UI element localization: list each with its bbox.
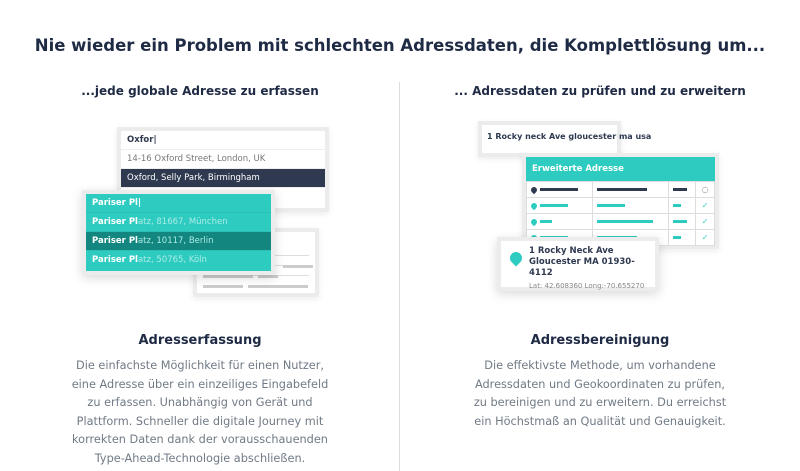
address-input-box xyxy=(478,121,652,157)
right-description: Die effektivste Methode, um vorhandene Adressdaten und Geokoordinaten zu prüfen, zu bereinigen und zu erweitern. Du erreichst ein Höchstmaß an Qualität und Genauigkeit. xyxy=(473,359,727,428)
card-address-line1: 1 Rocky Neck Ave xyxy=(529,246,614,256)
card-coordinates: Lat: 42.608360 Long:-70.655270 xyxy=(529,282,645,290)
result-card xyxy=(497,237,659,291)
suggestion-item[interactable]: Pariser Platz, 81667, München xyxy=(86,213,271,232)
location-pin-icon xyxy=(530,201,538,209)
location-pin-icon xyxy=(508,250,525,267)
suggestion-item-selected[interactable]: Pariser Platz, 10117, Berlin xyxy=(86,232,271,251)
check-icon: ✓ xyxy=(696,214,715,230)
right-heading: Adressbereinigung xyxy=(530,333,670,348)
suggestion-item[interactable]: Pariser Platz, 50765, Köln xyxy=(92,255,207,265)
loading-icon: ◌ xyxy=(696,182,715,198)
suggestion-item[interactable]: 14-16 Oxford Street, London, UK xyxy=(121,150,325,169)
right-subtitle: ... Adressdaten zu prüfen und zu erweitern xyxy=(454,84,746,98)
card-address-line2: Gloucester MA 01930-4112 xyxy=(529,257,635,278)
left-heading: Adresserfassung xyxy=(138,333,262,348)
search-input-de[interactable]: Pariser Pl| xyxy=(86,194,271,213)
address-input[interactable]: 1 Rocky neck Ave gloucester ma usa xyxy=(482,125,617,153)
autocomplete-box-de xyxy=(82,190,275,275)
search-input-uk[interactable]: Oxfor| xyxy=(121,131,325,150)
check-icon: ✓ xyxy=(696,230,715,246)
suggestion-item-selected[interactable]: Oxford, Selly Park, Birmingham xyxy=(121,169,325,188)
left-subtitle: ...jede globale Adresse zu erfassen xyxy=(81,84,319,98)
location-pin-icon xyxy=(530,185,538,193)
left-description: Die einfachste Möglichkeit für einen Nutzer, eine Adresse über ein einzeiliges Eingabefeld zu erfassen. Unabhängig von Gerät und Plattform. Schneller die digitale Journey mit korrekten Daten dank der vorausschauenden Type-Ahead-Technologie abschließen. xyxy=(71,359,329,465)
enriched-address-table xyxy=(522,153,719,249)
check-icon: ✓ xyxy=(696,198,715,214)
page-title: Nie wieder ein Problem mit schlechten Adressdaten, die Komplettlösung um... xyxy=(34,36,766,55)
table-header: Erweiterte Adresse xyxy=(526,157,715,181)
location-pin-icon xyxy=(530,217,538,225)
